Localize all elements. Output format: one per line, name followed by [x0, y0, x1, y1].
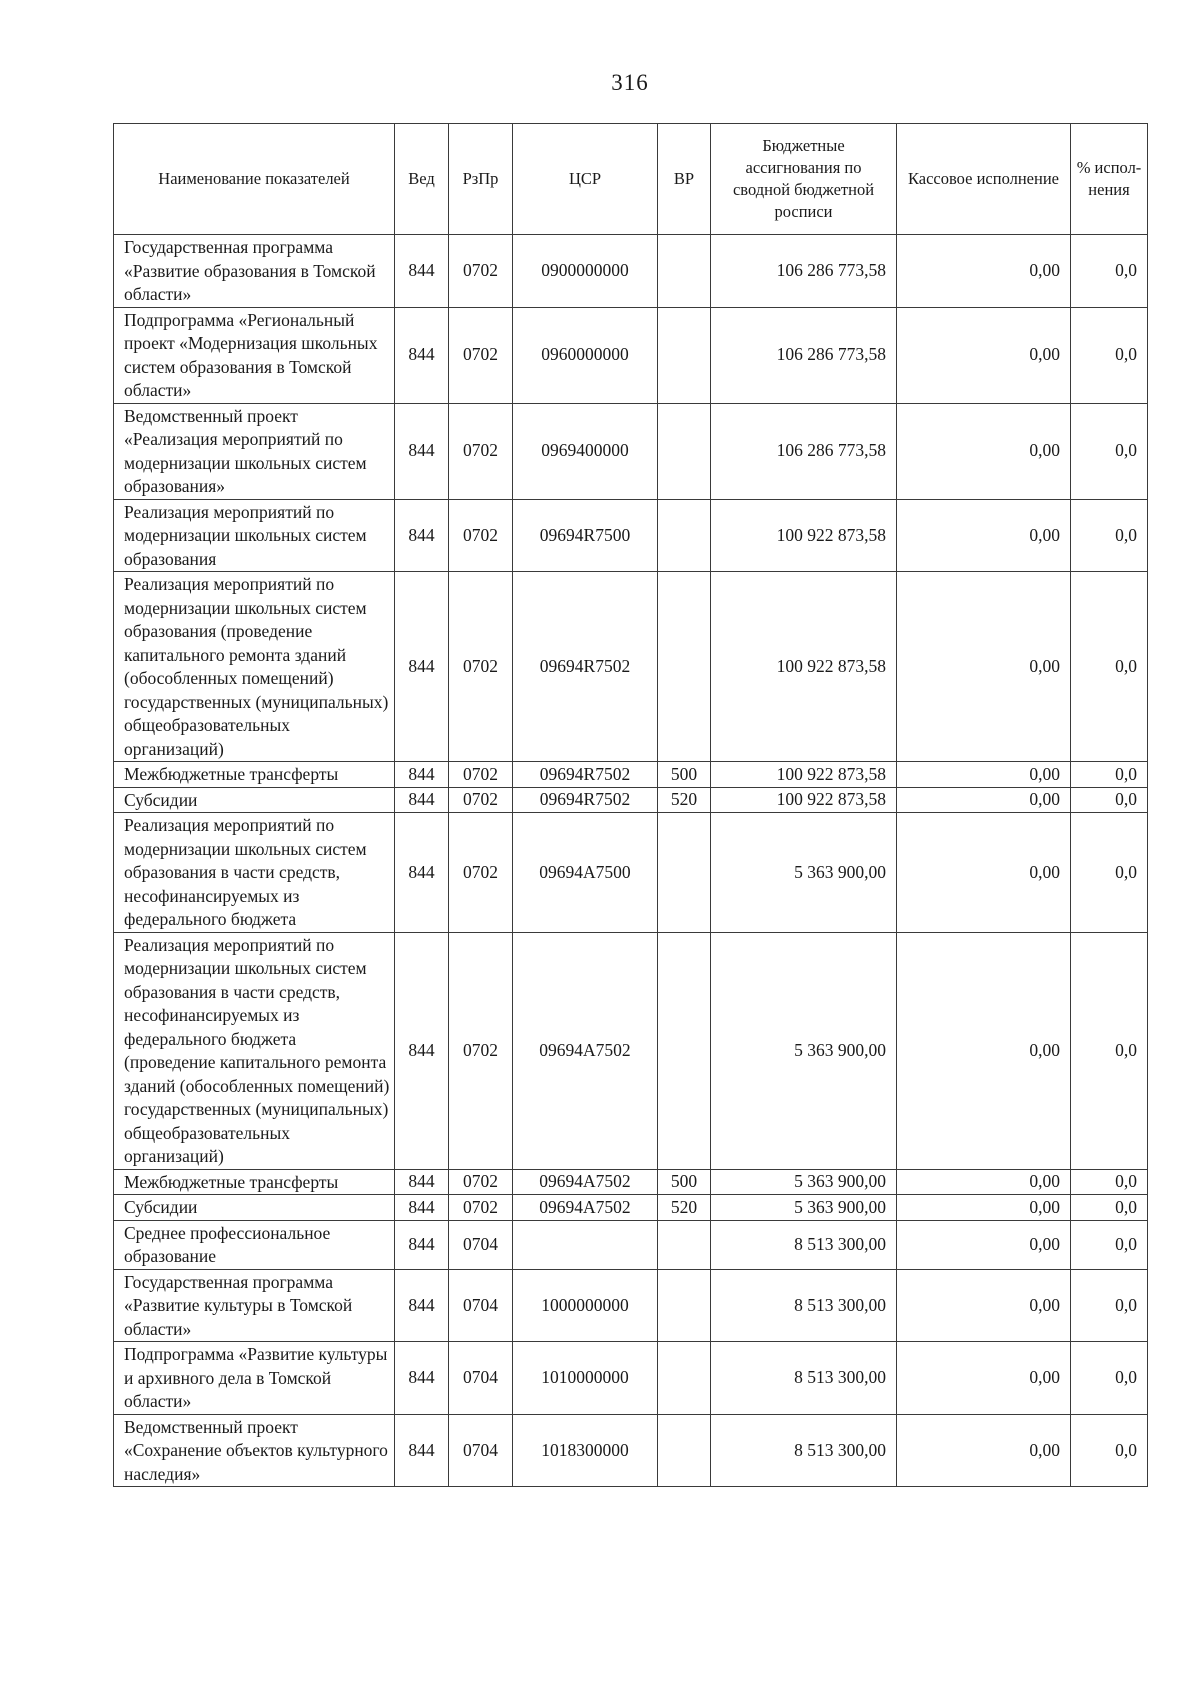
row-name: Субсидии: [114, 1195, 395, 1221]
row-cash: 0,00: [897, 1269, 1071, 1342]
table-row: [114, 499, 1148, 572]
header-vr: ВР: [658, 124, 711, 235]
row-rzpr: 0702: [449, 762, 513, 788]
row-ved: 844: [395, 307, 449, 403]
row-pct: 0,0: [1071, 1269, 1148, 1342]
header-rzpr: РзПр: [449, 124, 513, 235]
row-ved: 844: [395, 813, 449, 933]
row-rzpr: 0702: [449, 235, 513, 308]
table-row: [114, 1342, 1148, 1415]
table-row: [114, 762, 1148, 788]
row-rzpr: 0704: [449, 1414, 513, 1487]
row-cash: 0,00: [897, 787, 1071, 813]
table-row: [114, 932, 1148, 1169]
row-csr: 1010000000: [513, 1342, 658, 1415]
row-rzpr: 0704: [449, 1220, 513, 1269]
row-pct: 0,0: [1071, 1220, 1148, 1269]
row-pct: 0,0: [1071, 932, 1148, 1169]
row-ved: 844: [395, 1195, 449, 1221]
row-budget: 8 513 300,00: [711, 1342, 897, 1415]
row-name: Межбюджетные трансферты: [114, 1169, 395, 1195]
table-row: [114, 307, 1148, 403]
row-cash: 0,00: [897, 1195, 1071, 1221]
row-ved: 844: [395, 499, 449, 572]
row-vr: [658, 403, 711, 499]
row-budget: 8 513 300,00: [711, 1269, 897, 1342]
row-budget: 100 922 873,58: [711, 787, 897, 813]
row-rzpr: 0702: [449, 1169, 513, 1195]
row-vr: [658, 235, 711, 308]
row-cash: 0,00: [897, 499, 1071, 572]
row-pct: 0,0: [1071, 787, 1148, 813]
row-pct: 0,0: [1071, 235, 1148, 308]
row-budget: 8 513 300,00: [711, 1414, 897, 1487]
row-name: Реализация мероприятий по модернизации школьных систем образования (проведение капитального ремонта зданий (обособленных помещений) государственных (муниципальных) общеобразовательных организаций): [114, 572, 395, 762]
row-csr: 09694A7502: [513, 932, 658, 1169]
row-rzpr: 0702: [449, 813, 513, 933]
row-rzpr: 0704: [449, 1342, 513, 1415]
row-rzpr: 0702: [449, 403, 513, 499]
header-csr: ЦСР: [513, 124, 658, 235]
row-ved: 844: [395, 403, 449, 499]
header-pct: % испол-нения: [1071, 124, 1148, 235]
row-name: Государственная программа «Развитие образования в Томской области»: [114, 235, 395, 308]
row-budget: 100 922 873,58: [711, 762, 897, 788]
row-rzpr: 0704: [449, 1269, 513, 1342]
row-name: Межбюджетные трансферты: [114, 762, 395, 788]
row-budget: 100 922 873,58: [711, 499, 897, 572]
row-ved: 844: [395, 572, 449, 762]
row-rzpr: 0702: [449, 307, 513, 403]
row-cash: 0,00: [897, 762, 1071, 788]
row-vr: 520: [658, 787, 711, 813]
row-name: Ведомственный проект «Реализация мероприятий по модернизации школьных систем образования»: [114, 403, 395, 499]
table-row: [114, 1414, 1148, 1487]
row-cash: 0,00: [897, 1342, 1071, 1415]
table-row: [114, 403, 1148, 499]
row-csr: 0900000000: [513, 235, 658, 308]
row-name: Подпрограмма «Развитие культуры и архивного дела в Томской области»: [114, 1342, 395, 1415]
row-cash: 0,00: [897, 572, 1071, 762]
row-budget: 106 286 773,58: [711, 307, 897, 403]
row-ved: 844: [395, 1342, 449, 1415]
row-vr: [658, 572, 711, 762]
row-csr: 09694R7500: [513, 499, 658, 572]
row-vr: 500: [658, 1169, 711, 1195]
row-name: Государственная программа «Развитие культуры в Томской области»: [114, 1269, 395, 1342]
row-budget: 5 363 900,00: [711, 932, 897, 1169]
row-name: Реализация мероприятий по модернизации школьных систем образования в части средств, несофинансируемых из федерального бюджета: [114, 813, 395, 933]
row-vr: [658, 813, 711, 933]
row-cash: 0,00: [897, 1414, 1071, 1487]
row-budget: 5 363 900,00: [711, 813, 897, 933]
row-rzpr: 0702: [449, 572, 513, 762]
header-name: Наименование показателей: [114, 124, 395, 235]
row-budget: 106 286 773,58: [711, 235, 897, 308]
row-vr: [658, 932, 711, 1169]
row-budget: 8 513 300,00: [711, 1220, 897, 1269]
row-pct: 0,0: [1071, 1195, 1148, 1221]
row-pct: 0,0: [1071, 1414, 1148, 1487]
row-budget: 106 286 773,58: [711, 403, 897, 499]
row-rzpr: 0702: [449, 499, 513, 572]
table-row: [114, 572, 1148, 762]
row-csr: 0960000000: [513, 307, 658, 403]
row-ved: 844: [395, 1220, 449, 1269]
header-row: [114, 124, 1148, 235]
row-pct: 0,0: [1071, 1342, 1148, 1415]
row-name: Реализация мероприятий по модернизации школьных систем образования: [114, 499, 395, 572]
row-csr: 1000000000: [513, 1269, 658, 1342]
row-cash: 0,00: [897, 932, 1071, 1169]
row-cash: 0,00: [897, 403, 1071, 499]
row-budget: 100 922 873,58: [711, 572, 897, 762]
row-csr: 09694R7502: [513, 762, 658, 788]
row-vr: [658, 499, 711, 572]
row-ved: 844: [395, 787, 449, 813]
row-ved: 844: [395, 1269, 449, 1342]
header-ved: Вед: [395, 124, 449, 235]
table-row: [114, 1220, 1148, 1269]
row-csr: 1018300000: [513, 1414, 658, 1487]
row-vr: [658, 1414, 711, 1487]
row-name: Реализация мероприятий по модернизации школьных систем образования в части средств, несофинансируемых из федерального бюджета (проведение капитального ремонта зданий (обособленных помещений) государственных (муниципальных) общеобразовательных организаций): [114, 932, 395, 1169]
row-vr: [658, 307, 711, 403]
row-pct: 0,0: [1071, 762, 1148, 788]
row-csr: 09694A7502: [513, 1169, 658, 1195]
row-vr: [658, 1342, 711, 1415]
table-row: [114, 235, 1148, 308]
row-rzpr: 0702: [449, 932, 513, 1169]
row-pct: 0,0: [1071, 813, 1148, 933]
row-csr: 09694R7502: [513, 572, 658, 762]
row-pct: 0,0: [1071, 307, 1148, 403]
row-csr: 09694R7502: [513, 787, 658, 813]
row-pct: 0,0: [1071, 499, 1148, 572]
row-rzpr: 0702: [449, 1195, 513, 1221]
row-ved: 844: [395, 762, 449, 788]
row-ved: 844: [395, 932, 449, 1169]
row-vr: 500: [658, 762, 711, 788]
table-row: [114, 1169, 1148, 1195]
row-ved: 844: [395, 1169, 449, 1195]
row-pct: 0,0: [1071, 1169, 1148, 1195]
row-cash: 0,00: [897, 307, 1071, 403]
row-vr: [658, 1269, 711, 1342]
row-cash: 0,00: [897, 1169, 1071, 1195]
row-rzpr: 0702: [449, 787, 513, 813]
row-ved: 844: [395, 1414, 449, 1487]
row-name: Среднее профессиональное образование: [114, 1220, 395, 1269]
row-csr: 09694A7500: [513, 813, 658, 933]
row-cash: 0,00: [897, 813, 1071, 933]
row-pct: 0,0: [1071, 403, 1148, 499]
table-row: [114, 813, 1148, 933]
header-budget: Бюджетные ассигнования по сводной бюджетной росписи: [711, 124, 897, 235]
table-row: [114, 1269, 1148, 1342]
row-csr: 09694A7502: [513, 1195, 658, 1221]
table-row: [114, 1195, 1148, 1221]
budget-table: [113, 123, 1148, 1487]
table-row: [114, 787, 1148, 813]
row-vr: 520: [658, 1195, 711, 1221]
row-pct: 0,0: [1071, 572, 1148, 762]
row-vr: [658, 1220, 711, 1269]
header-cash: Кассовое исполнение: [897, 124, 1071, 235]
row-name: Субсидии: [114, 787, 395, 813]
row-cash: 0,00: [897, 235, 1071, 308]
page-number: 316: [611, 70, 649, 95]
row-csr: 0969400000: [513, 403, 658, 499]
row-budget: 5 363 900,00: [711, 1169, 897, 1195]
row-name: Ведомственный проект «Сохранение объектов культурного наследия»: [114, 1414, 395, 1487]
row-csr: [513, 1220, 658, 1269]
row-cash: 0,00: [897, 1220, 1071, 1269]
row-budget: 5 363 900,00: [711, 1195, 897, 1221]
row-ved: 844: [395, 235, 449, 308]
row-name: Подпрограмма «Региональный проект «Модернизация школьных систем образования в Томской области»: [114, 307, 395, 403]
